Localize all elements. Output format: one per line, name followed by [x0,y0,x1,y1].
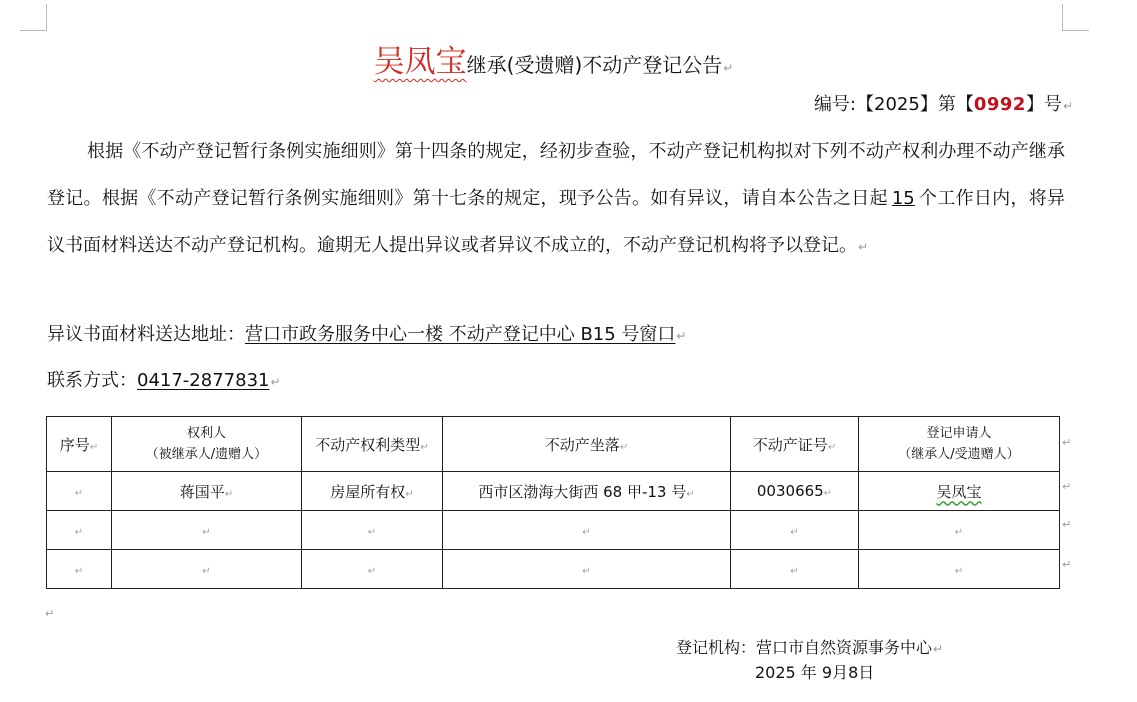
table-header-row [47,417,1060,472]
table-row [47,472,1060,511]
row-end-mark-icon: ↵ [1062,436,1072,449]
cell-applicant: ↵ [859,511,1060,550]
title-person-name: 吴凤宝 [373,44,467,80]
cell-applicant: 吴凤宝 [859,472,1060,511]
title-text: 继承(受遗赠)不动产登记公告 [466,53,723,77]
header-seq: 序号↵ [47,417,112,472]
serial-prefix: 编号:【 [813,94,875,115]
contact-line [47,366,281,392]
table-row [47,511,1060,550]
contact-label: 联系方式： [47,370,137,391]
address-value: 营口市政务服务中心一楼 不动产登记中心 B15 号窗口 [245,324,676,345]
header-right-type: 不动产权利类型↵ [302,417,443,472]
cell-right-type: 房屋所有权↵ [302,472,443,511]
cell-holder: 蒋国平↵ [112,472,302,511]
announcement-date: 2025 年 9月8日 [755,663,875,682]
header-applicant: 登记申请人 （继承人/受遗赠人） [859,417,1060,472]
paragraph-mark-icon: ↵ [676,329,687,343]
serial-year: 2025 [874,94,920,115]
serial-suffix: 】号 [1025,94,1062,115]
paragraph-mark-icon: ↵ [270,375,281,389]
paragraph-mark-icon: ↵ [858,240,869,254]
row-end-mark-icon: ↵ [1062,558,1072,571]
announcement-body [47,128,1065,271]
paragraph-mark-icon: ↵ [933,642,944,656]
cell-seq: ↵ [47,472,112,511]
body-text-before: 根据《不动产登记暂行条例实施细则》第十四条的规定，经初步查验，不动产登记机构拟对下列不动产权利办理不动产继承登记。根据《不动产登记暂行条例实施细则》第十七条的规定，现予公告。如有异议，请自本公告之日起 [47,141,1065,209]
cell-certificate: 0030665↵ [731,472,859,511]
serial-number [814,90,1073,116]
body-text-after: 个工作日内，将异议书面材料送达不动产登记机构。逾期无人提出异议或者异议不成立的，不动产登记机构将予以登记。 [47,188,1066,256]
paragraph-mark-icon: ↵ [1062,99,1073,113]
cell-location: 西市区渤海大街西 68 甲-13 号↵ [443,472,731,511]
property-table [46,416,1060,589]
table-row [47,550,1060,589]
paragraph-mark-icon: ↵ [45,607,55,620]
cell-certificate: ↵ [731,550,859,589]
objection-address-line [47,320,686,346]
cell-right-type: ↵ [302,511,443,550]
header-holder: 权利人 （被继承人/遗赠人） [112,417,302,472]
header-certificate: 不动产证号↵ [731,417,859,472]
cell-certificate: ↵ [731,511,859,550]
objection-days: 15 [891,188,915,209]
header-location: 不动产坐落↵ [443,417,731,472]
paragraph-mark-icon: ↵ [723,61,734,75]
serial-middle: 】第【 [919,94,974,115]
cell-holder: ↵ [112,550,302,589]
page-corner-mark-right [1062,4,1089,31]
cell-applicant: ↵ [859,550,1060,589]
contact-phone: 0417-2877831 [137,370,270,391]
row-end-mark-icon: ↵ [1062,480,1072,493]
cell-holder: ↵ [112,511,302,550]
document-title [0,36,1107,81]
row-end-mark-icon: ↵ [1062,518,1072,531]
page-corner-mark-left [20,4,47,31]
cell-seq: ↵ [47,511,112,550]
cell-location: ↵ [443,511,731,550]
cell-location: ↵ [443,550,731,589]
serial-number-value: 0992 [973,94,1026,115]
cell-seq: ↵ [47,550,112,589]
cell-right-type: ↵ [302,550,443,589]
registration-authority: 登记机构：营口市自然资源事务中心↵ [676,638,944,657]
address-label: 异议书面材料送达地址： [47,324,245,345]
